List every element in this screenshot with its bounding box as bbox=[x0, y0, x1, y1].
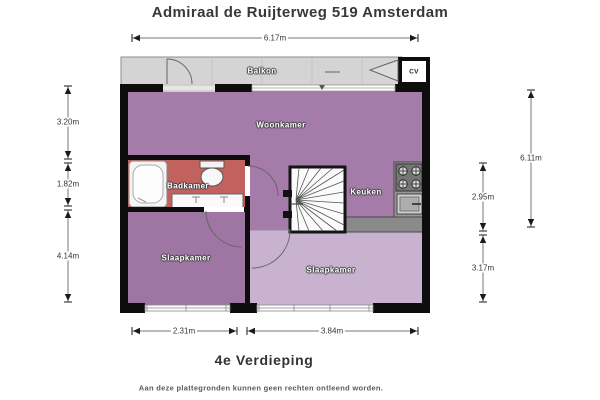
floor-name: 4e Verdieping bbox=[214, 352, 314, 368]
keuken-label: Keuken bbox=[350, 187, 382, 197]
stair-jamb-top bbox=[283, 190, 292, 197]
staircase bbox=[283, 167, 345, 232]
slaapkamer-left-door-opening bbox=[204, 207, 244, 212]
dim-right-keuken: 2.95m bbox=[471, 192, 495, 202]
balkon-label: Balkon bbox=[247, 66, 277, 76]
dim-top-width: 6.17m bbox=[263, 33, 287, 43]
stair-jamb-bottom bbox=[283, 211, 292, 218]
slaapkamer-right-label: Slaapkamer bbox=[306, 265, 356, 275]
woonkamer-label: Woonkamer bbox=[256, 120, 306, 130]
dim-left-slaapkamer: 4.14m bbox=[56, 251, 80, 261]
vanity-sink-icon bbox=[172, 194, 243, 208]
dim-left-woonkamer: 3.20m bbox=[56, 117, 80, 127]
dim-right-total: 6.11m bbox=[520, 153, 542, 163]
stove-icon bbox=[396, 164, 422, 191]
slaapkamer-left-label: Slaapkamer bbox=[161, 253, 211, 263]
kitchen-counter bbox=[345, 217, 424, 232]
kitchen-sink-icon bbox=[397, 194, 422, 214]
bathtub-icon bbox=[129, 161, 167, 207]
dim-bottom-right: 3.84m bbox=[320, 326, 344, 336]
cv-label: CV bbox=[409, 68, 419, 76]
badkamer-door-opening bbox=[245, 166, 250, 196]
dim-left-badkamer: 1.82m bbox=[56, 179, 80, 189]
page-title: Admiraal de Ruijterweg 519 Amsterdam bbox=[151, 4, 449, 21]
badkamer-label: Badkamer bbox=[167, 181, 209, 191]
dim-right-slaapkamer: 3.17m bbox=[471, 263, 495, 273]
dim-bottom-left: 2.31m bbox=[172, 326, 196, 336]
disclaimer-text: Aan deze plattegronden kunnen geen rechten ontleend worden. bbox=[138, 383, 384, 393]
